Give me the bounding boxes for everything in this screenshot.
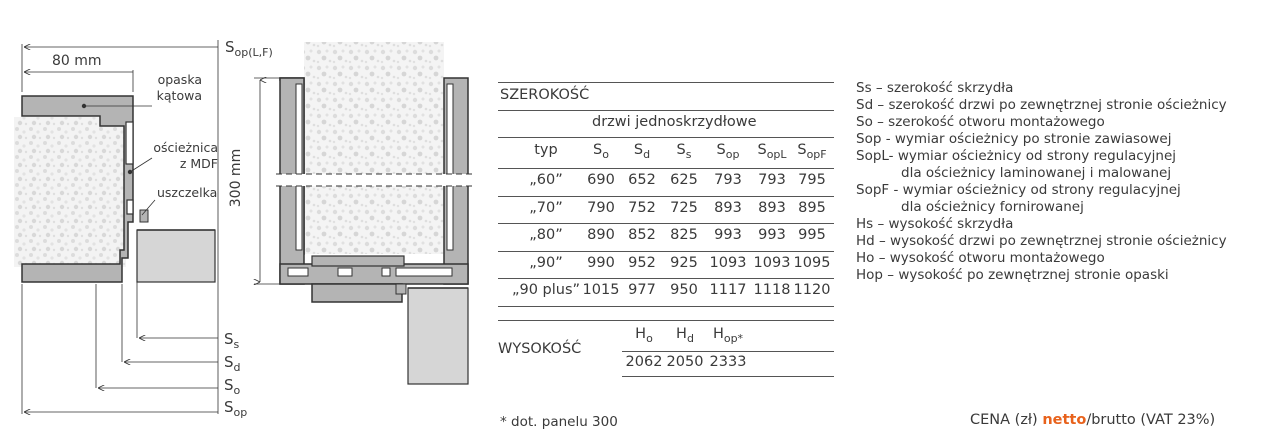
legend-item: SopL- wymiar ościeżnicy od strony regulacyjnej [856, 148, 1177, 164]
height-header-main: H [635, 326, 647, 342]
table-cell-main: „90 plus” [511, 282, 581, 298]
table-rule-top [498, 82, 834, 83]
height-header-sub: d [686, 331, 694, 345]
label-opaska-line1: opaska [157, 72, 202, 87]
table-cell-main: 977 [628, 282, 656, 298]
legend-item: dla ościeżnicy fornirowanej [901, 199, 1084, 215]
table-rule [498, 110, 834, 111]
dim-80mm-label: 80 mm [52, 53, 102, 69]
legend-item: Ss – szerokość skrzydła [856, 80, 1014, 96]
table-cell-main: 625 [670, 172, 698, 188]
label-oscieznica [150, 140, 218, 172]
table-cell-main: 1120 [793, 282, 831, 298]
price-label [970, 412, 1215, 428]
table-cell-main: 790 [587, 199, 615, 216]
sd-sub: d [233, 361, 241, 374]
label-oscieznica-line2: z MDF [179, 156, 218, 171]
column-header-sub: op [725, 147, 740, 161]
column-header-main: S [633, 142, 644, 158]
legend-item: dla ościeżnicy laminowanej i malowanej [901, 165, 1172, 181]
row-divider [498, 278, 834, 279]
table-cell-main: 895 [798, 199, 826, 216]
sop-lf-sub: op(L,F) [234, 46, 273, 59]
column-header [772, 142, 852, 161]
table-rule [498, 306, 834, 307]
height-headers [624, 326, 764, 348]
table-cell [772, 227, 852, 243]
column-header-sub: d [643, 147, 651, 161]
table-rule [498, 137, 834, 138]
height-header-sub: o [646, 331, 653, 345]
table-cell-main: 893 [758, 199, 786, 216]
frame-top-section-drawing [233, 0, 496, 436]
label-uszczelka: uszczelka [157, 185, 218, 200]
table-cell-main: 690 [587, 172, 615, 188]
table-cell-main: 793 [714, 172, 742, 188]
ss-main: S [224, 330, 234, 348]
table-cell-main: „80” [529, 227, 563, 243]
table-cell-main: 890 [587, 227, 615, 243]
column-header-main: S [757, 142, 767, 158]
table-cell-main: 793 [758, 172, 786, 188]
column-header-main: S [593, 142, 603, 158]
table-cell [772, 282, 852, 298]
table-cell-main: 1095 [793, 254, 831, 271]
column-header-main: S [716, 142, 726, 158]
table-cell-main: 725 [670, 199, 698, 216]
height-header [688, 326, 768, 345]
row-divider [498, 223, 834, 224]
table-cell-main: 1015 [582, 282, 620, 298]
column-header-sub: o [602, 147, 609, 161]
table-cell-main: 995 [798, 227, 826, 243]
height-header-main: H [676, 326, 687, 342]
table-cell-main: 795 [798, 172, 826, 188]
height-title: WYSOKOŚĆ [498, 341, 582, 357]
so-main: S [224, 376, 234, 394]
sop-main: S [224, 398, 234, 416]
column-header-sub: opF [806, 147, 827, 161]
sop-sub: op [233, 406, 248, 419]
sd-main: S [224, 353, 234, 371]
height-value [688, 354, 768, 370]
height-header-main: H [712, 326, 724, 342]
table-cell-main: „70” [529, 199, 563, 216]
height-value-main: 2333 [709, 354, 747, 370]
row-divider [498, 251, 834, 252]
column-header-sub: opL [766, 147, 787, 161]
height-rule-2 [622, 376, 834, 377]
column-header-main: S [676, 142, 686, 158]
table-cell-main: 1093 [709, 254, 747, 271]
table-cell-main: 993 [714, 227, 742, 243]
table-cell-main: 1117 [709, 282, 747, 298]
height-rule-1 [622, 351, 834, 352]
column-header-sub: s [685, 147, 692, 161]
table-subtitle: drzwi jednoskrzydłowe [592, 114, 757, 130]
label-opaska [155, 72, 202, 104]
table-cell-main: 952 [628, 254, 656, 271]
legend [856, 80, 1227, 284]
legend-item: So – szerokość otworu montażowego [856, 114, 1105, 130]
width-table [498, 142, 834, 306]
table-row [498, 278, 834, 306]
table-cell-main: „90” [529, 254, 563, 271]
table-cell-main: 1093 [753, 254, 791, 271]
table-rule [498, 320, 834, 321]
price-suffix: /brutto (VAT 23%) [1086, 412, 1216, 428]
row-divider [498, 168, 834, 169]
table-row [498, 251, 834, 279]
width-table-header [498, 142, 834, 168]
legend-item: Hs – wysokość skrzydła [856, 216, 1014, 232]
table-cell [772, 200, 852, 216]
ss-sub: s [233, 338, 240, 351]
legend-item: Hop – wysokość po zewnętrznej stronie opaski [856, 267, 1169, 283]
legend-item: Sop - wymiar ościeżnicy po stronie zawiasowej [856, 131, 1172, 147]
table-cell-main: 990 [587, 254, 615, 271]
footnote: * dot. panelu 300 [500, 414, 618, 430]
legend-item: Hd – wysokość drzwi po zewnętrznej stronie ościeżnicy [856, 233, 1227, 249]
table-cell-main: 852 [628, 227, 656, 243]
table-cell-main: 652 [628, 172, 656, 188]
so-sub: o [233, 384, 241, 397]
width-title: SZEROKOŚĆ [500, 87, 590, 103]
table-cell-main: 993 [758, 227, 786, 243]
height-value-main: 2062 [625, 354, 663, 370]
table-cell-main: „60” [529, 172, 563, 188]
label-opaska-line2: kątowa [156, 88, 202, 103]
dim-300mm-label: 300 mm [228, 148, 244, 208]
column-header-main: S [797, 142, 807, 158]
table-row [498, 168, 834, 196]
height-header-sub: op* [723, 331, 744, 345]
legend-item: Sd – szerokość drzwi po zewnętrznej stronie ościeżnicy [856, 97, 1227, 113]
table-cell-main: 925 [670, 254, 698, 271]
price-netto: netto [1042, 412, 1087, 428]
table-cell-main: 893 [714, 199, 742, 216]
table-cell-main: 825 [670, 227, 698, 243]
table-cell [772, 255, 852, 271]
table-cell-main: 1118 [753, 282, 791, 298]
table-row [498, 223, 834, 251]
row-divider [498, 196, 834, 197]
table-cell-main: 950 [670, 282, 698, 298]
table-cell [772, 172, 852, 188]
label-oscieznica-line1: ościeżnica [153, 140, 218, 155]
legend-item: SopF - wymiar ościeżnicy od strony regulacyjnej [856, 182, 1181, 198]
table-row [498, 196, 834, 224]
price-prefix: CENA (zł) [970, 412, 1043, 428]
frame-cross-section-drawing [0, 0, 240, 436]
column-header-main: typ [534, 142, 558, 158]
height-values [624, 354, 764, 376]
sop-lf-main: S [225, 38, 235, 56]
legend-item: Ho – wysokość otworu montażowego [856, 250, 1105, 266]
height-value-main: 2050 [666, 354, 704, 370]
table-cell-main: 752 [628, 199, 656, 216]
